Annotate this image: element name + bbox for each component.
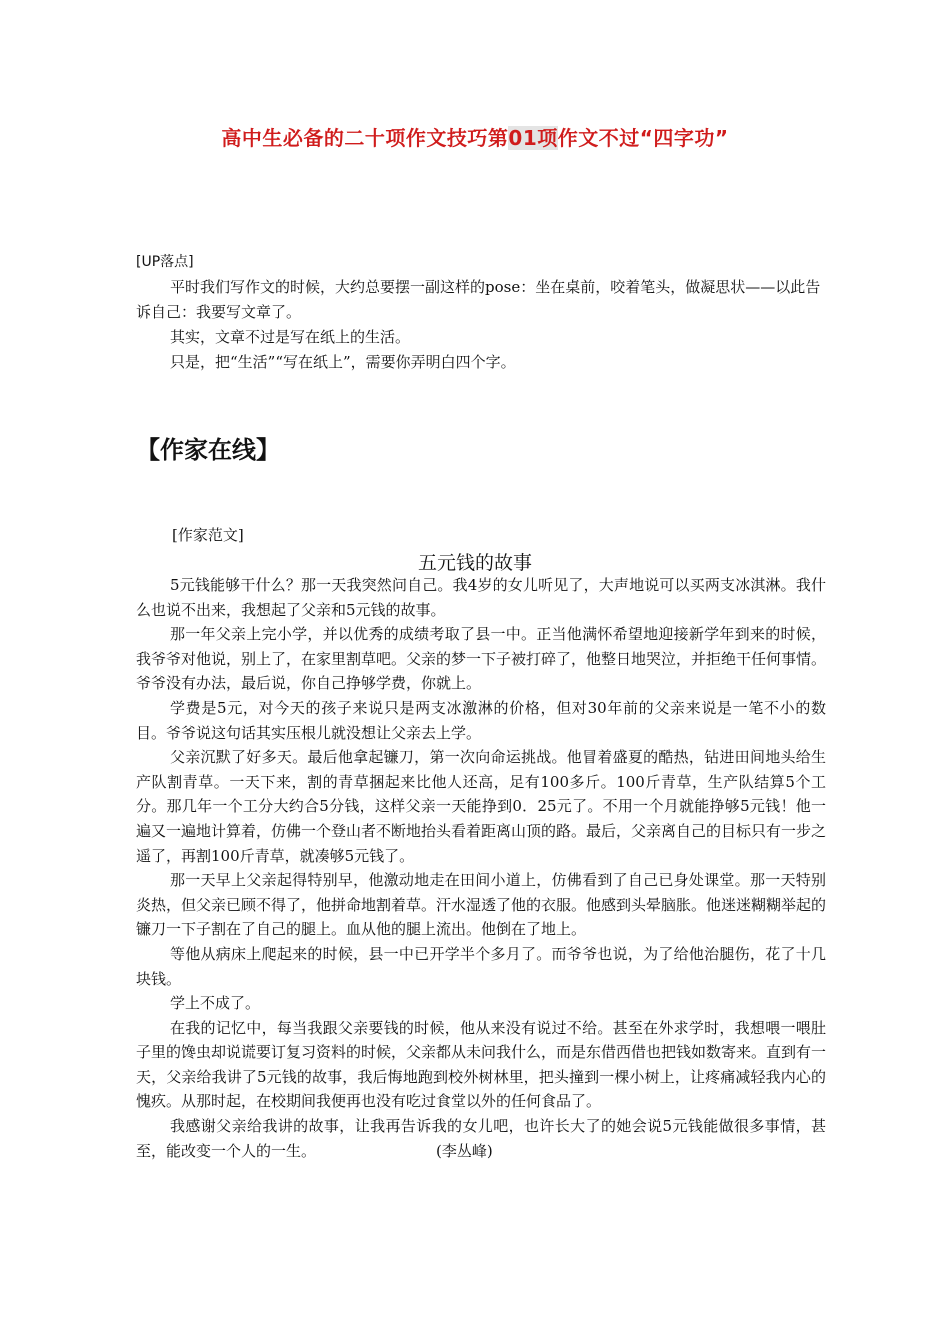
story-title: 五元钱的故事 xyxy=(417,552,532,574)
story-paragraph: 5元钱能够干什么？那一天我突然问自己。我4岁的女儿听见了，大声地说可以买两支冰淇淋。我什么也说不出来，我想起了父亲和5元钱的故事。 xyxy=(136,576,826,619)
intro-paragraph-1: 平时我们写作文的时候，大约总要摆一副这样的pose：坐在桌前，咬着笔头，做凝思状——以此告诉自己：我要写文章了。 xyxy=(136,278,821,321)
story-paragraph: 那一天早上父亲起得特别早，他激动地走在田间小道上，仿佛看到了自己已身处课堂。那一天特别炎热，但父亲已顾不得了，他拼命地割着草。汗水湿透了他的衣服。他感到头晕脑胀。他迷迷糊糊举起的镰刀一下子割在了自己的腿上。血从他的腿上流出。他倒在了地上。 xyxy=(136,871,827,939)
story-paragraph-last xyxy=(136,1114,826,1163)
story-paragraph: 父亲沉默了好多天。最后他拿起镰刀，第一次向命运挑战。他冒着盛夏的酷热，钻进田间地头给生产队割青草。一天下来，割的青草捆起来比他人还高，足有100多斤。100斤青草，生产队结算5个工分。那几年一个工分大约合5分钱，这样父亲一天能挣到0．25元了。不用一个月就能挣够5元钱！他一遍又一遍地计算着，仿佛一个登山者不断地抬头看着距离山顶的路。最后，父亲离自己的目标只有一步之遥了，再割100斤青草，就凑够5元钱了。 xyxy=(136,748,827,865)
intro-paragraph-3: 只是，把“生活”“写在纸上”，需要你弄明白四个字。 xyxy=(170,353,516,371)
intro-section xyxy=(136,250,826,375)
story-paragraph: 在我的记忆中，每当我跟父亲要钱的时候，他从来没有说过不给。甚至在外求学时，我想喂一喂肚子里的馋虫却说谎要订复习资料的时候，父亲都从未问我什么，而是东借西借也把钱如数寄来。直到有一天，父亲给我讲了5元钱的故事，我后悔地跑到校外树林里，把头撞到一棵小树上，让疼痛减轻我内心的愧疚。从那时起，在校期间我便再也没有吃过食堂以外的任何食品了。 xyxy=(136,1018,827,1111)
story-body xyxy=(136,573,826,1163)
intro-paragraph-2: 其实，文章不过是写在纸上的生活。 xyxy=(170,328,411,346)
story-paragraph: 等他从病床上爬起来的时候，县一中已开学半个多月了。而爷爷也说，为了给他治腿伤，花了十几块钱。 xyxy=(136,944,826,988)
intro-tag: [UP落点] xyxy=(136,254,194,270)
title-highlight: 01项 xyxy=(508,126,558,150)
story-paragraph: 那一年父亲上完小学，并以优秀的成绩考取了县一中。正当他满怀希望地迎接新学年到来的时候，我爷爷对他说，别上了，在家里割草吧。父亲的梦一下子被打碎了，他整日地哭泣，并拒绝干任何事情。爷爷没有办法，最后说，你自己挣够学费，你就上。 xyxy=(136,625,827,693)
title-part2: 作文不过“四字功” xyxy=(557,126,729,150)
section-heading: 【作家在线】 xyxy=(136,436,280,464)
story-paragraph: 学上不成了。 xyxy=(170,994,261,1013)
story-paragraph: 学费是5元，对今天的孩子来说只是两支冰激淋的价格，但对30年前的父亲来说是一笔不小的数目。爷爷说这句话其实压根儿就没想让父亲去上学。 xyxy=(136,698,826,742)
document-title xyxy=(0,122,950,151)
story-author: (李丛峰) xyxy=(436,1141,493,1160)
title-part1: 高中生必备的二十项作文技巧第 xyxy=(221,126,509,150)
story-paragraph-text: 我感谢父亲给我讲的故事，让我再告诉我的女儿吧，也许长大了的她会说5元钱能做很多事情，甚至，能改变一个人的一生。 xyxy=(136,1117,826,1160)
sample-essay-tag: [作家范文] xyxy=(172,526,244,544)
